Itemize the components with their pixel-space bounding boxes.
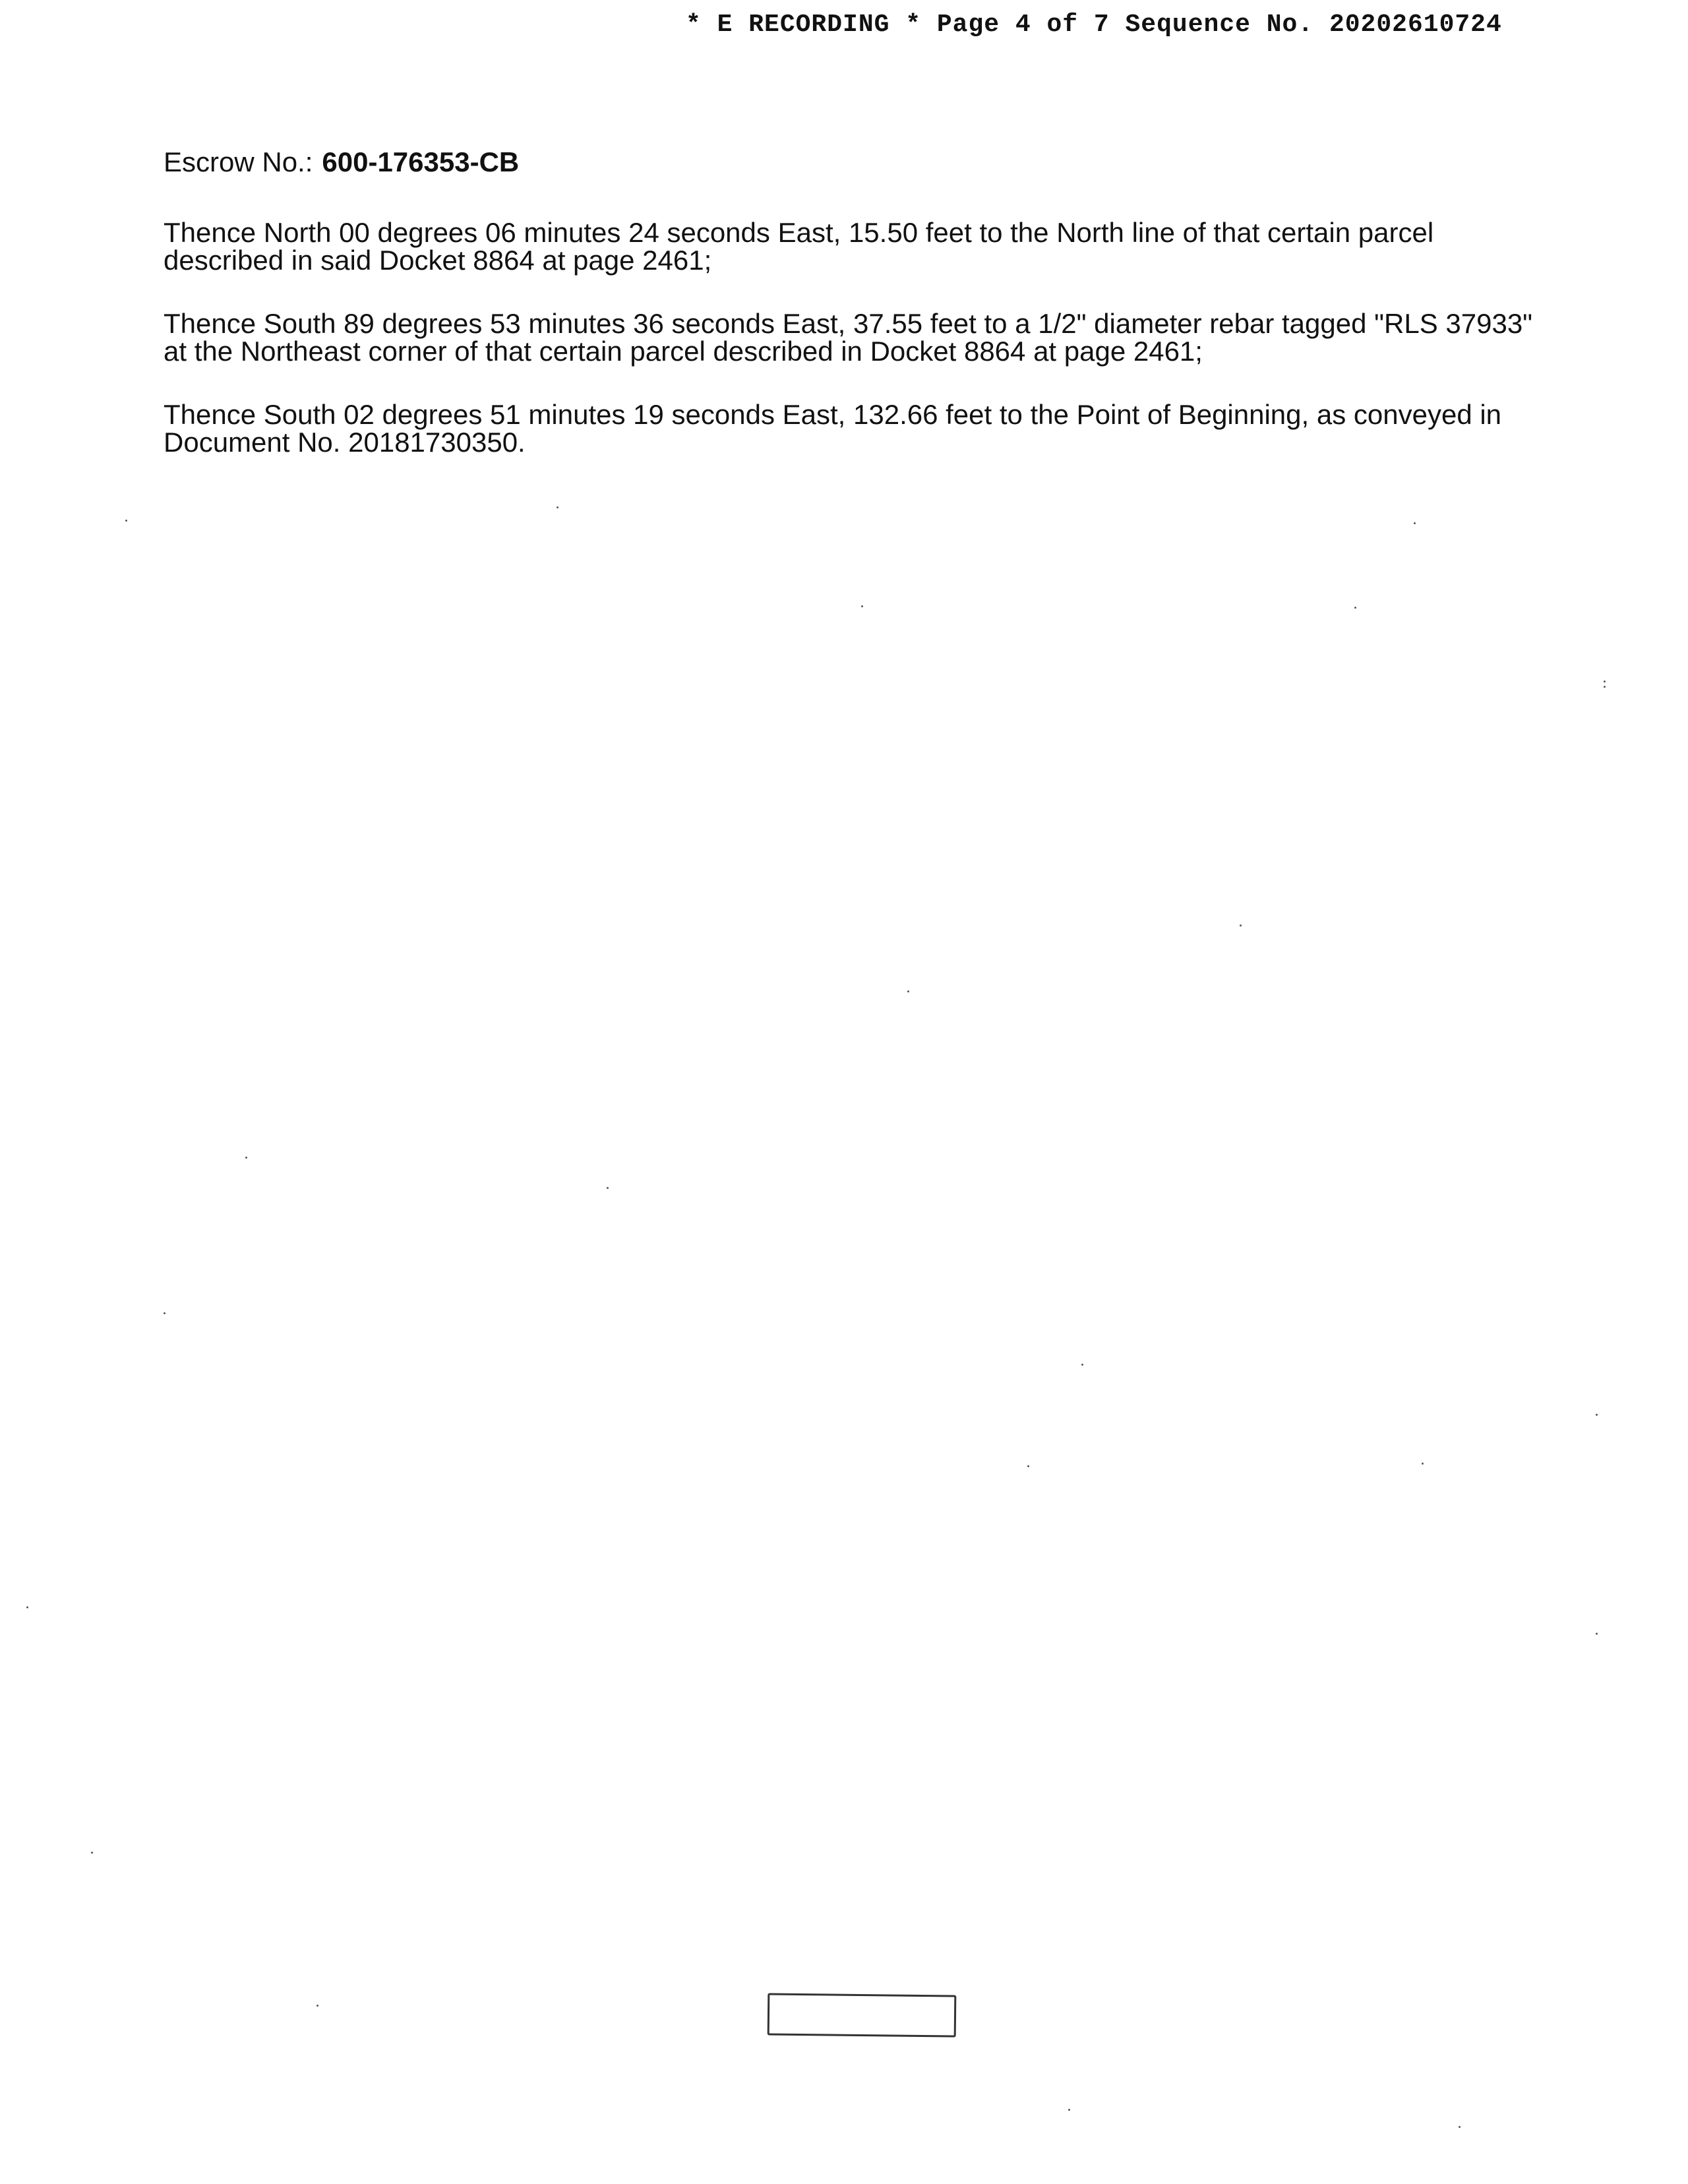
- escrow-label: Escrow No.:: [164, 146, 313, 177]
- scan-speck: [245, 1157, 247, 1159]
- scan-speck: [1596, 1633, 1598, 1635]
- scan-speck: [1081, 1364, 1083, 1366]
- paragraph-south-course: Thence South 02 degrees 51 minutes 19 seconds East, 132.66 feet to the Point of Beginning, as conveyed in Document No. 20181730350.: [164, 399, 1502, 458]
- scan-speck: [1604, 681, 1606, 682]
- paragraph-east-course: Thence South 89 degrees 53 minutes 36 seconds East, 37.55 feet to a 1/2" diameter rebar tagged "RLS 37933" at the Northeast corner of that certain parcel described in Docket 8864 at page 2461;: [164, 308, 1533, 367]
- stamp-box: [768, 1993, 957, 2038]
- escrow-line: [164, 146, 519, 178]
- scan-speck: [1027, 1465, 1029, 1467]
- scan-speck: [125, 520, 127, 522]
- scan-speck: [164, 1312, 166, 1314]
- scan-speck: [907, 990, 909, 992]
- scan-speck: [1414, 522, 1416, 524]
- scan-speck: [557, 506, 558, 508]
- scan-speck: [1240, 925, 1242, 926]
- escrow-number: 600-176353-CB: [322, 146, 520, 177]
- recording-header: * E RECORDING * Page 4 of 7 Sequence No. 20202610724: [686, 11, 1502, 39]
- scan-speck: [607, 1187, 609, 1189]
- scan-speck: [316, 2005, 318, 2007]
- scan-speck: [1354, 607, 1356, 609]
- legal-description: [164, 219, 1542, 492]
- scan-speck: [1068, 2109, 1070, 2111]
- scan-speck: [1596, 1414, 1598, 1416]
- scan-speck: [26, 1606, 28, 1608]
- scan-speck: [91, 1852, 93, 1854]
- scan-speck: [1422, 1463, 1424, 1465]
- scan-speck: [861, 605, 863, 607]
- scan-speck: [1604, 686, 1606, 688]
- scan-speck: [1459, 2126, 1461, 2128]
- paragraph-north-course: Thence North 00 degrees 06 minutes 24 seconds East, 15.50 feet to the North line of that certain parcel described in said Docket 8864 at page 2461;: [164, 217, 1434, 276]
